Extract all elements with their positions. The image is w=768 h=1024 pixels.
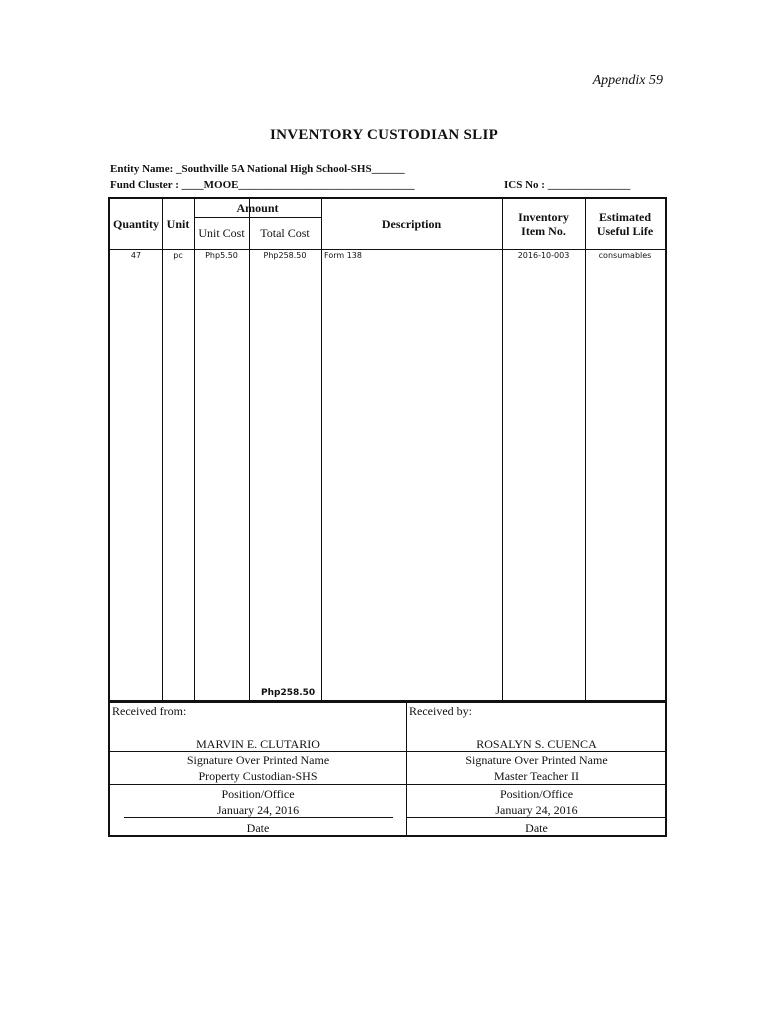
- header-description: Description: [381, 217, 442, 231]
- received-by-label: Received by:: [409, 704, 472, 718]
- appendix-label: Appendix 59: [592, 73, 663, 88]
- received-by-date: January 24, 2016: [495, 803, 578, 817]
- received-by-position-caption: Position/Office: [499, 787, 574, 801]
- header-total-cost: Total Cost: [260, 226, 310, 240]
- signature-line: [110, 751, 406, 752]
- cell-inventory-item-no: 2016-10-003: [517, 251, 570, 260]
- fund-cluster-label: Fund Cluster :: [110, 179, 179, 191]
- entity-name-value: _Southville 5A National High School-SHS______: [176, 163, 405, 175]
- items-table: [108, 197, 667, 702]
- header-useful-life-line1: Estimated: [599, 210, 651, 224]
- column-divider: [585, 199, 586, 700]
- signature-block: [108, 701, 667, 837]
- header-quantity: Quantity: [112, 217, 159, 231]
- column-divider: [162, 199, 163, 700]
- ics-number-value: _______________: [547, 179, 631, 191]
- header-divider: [110, 249, 665, 250]
- header-useful-life-line2: Useful Life: [596, 224, 654, 238]
- signature-line: [407, 751, 666, 752]
- cell-quantity: 47: [130, 251, 142, 260]
- cell-total-cost: Php258.50: [263, 251, 307, 260]
- received-from-label: Received from:: [112, 704, 187, 718]
- column-divider: [194, 199, 195, 700]
- header-amount: Amount: [236, 201, 279, 215]
- cell-description: Form 138: [324, 251, 362, 260]
- received-by-section: [406, 703, 666, 835]
- fund-cluster-value: ____MOOE________________________________: [181, 179, 415, 191]
- received-by-date-caption: Date: [525, 821, 548, 835]
- position-line: [407, 784, 666, 785]
- received-from-position-caption: Position/Office: [221, 787, 295, 801]
- header-unit: Unit: [166, 217, 190, 231]
- entity-name-line: [110, 163, 405, 175]
- column-divider: [321, 199, 322, 700]
- fund-cluster-line: [110, 179, 414, 191]
- ics-number-line: [504, 179, 630, 191]
- cell-useful-life: consumables: [598, 251, 652, 260]
- header-inventory-item-no-line1: Inventory: [518, 210, 569, 224]
- document-title: INVENTORY CUSTODIAN SLIP: [269, 127, 499, 143]
- date-line: [407, 817, 666, 818]
- entity-name-label: Entity Name:: [110, 163, 174, 175]
- received-by-position: Master Teacher II: [494, 769, 579, 783]
- header-inventory-item-no: [502, 199, 585, 249]
- column-divider: [502, 199, 503, 700]
- received-from-date: January 24, 2016: [216, 803, 300, 817]
- header-inventory-item-no-line2: Item No.: [521, 224, 566, 238]
- received-from-date-caption: Date: [246, 821, 270, 835]
- date-line: [124, 817, 393, 818]
- header-unit-cost: Unit Cost: [198, 226, 245, 240]
- received-from-section: [110, 703, 406, 835]
- received-from-name: MARVIN E. CLUTARIO: [196, 737, 320, 751]
- received-by-caption: Signature Over Printed Name: [465, 753, 608, 767]
- received-from-position: Property Custodian-SHS: [198, 769, 318, 783]
- cell-unit: pc: [173, 251, 183, 260]
- received-from-caption: Signature Over Printed Name: [186, 753, 330, 767]
- position-line: [110, 784, 406, 785]
- column-divider: [249, 199, 250, 700]
- cell-unit-cost: Php5.50: [205, 251, 238, 260]
- header-useful-life: [585, 199, 665, 249]
- total-amount: Php258.50: [261, 688, 316, 698]
- received-by-name: ROSALYN S. CUENCA: [476, 737, 597, 751]
- ics-number-label: ICS No :: [504, 179, 545, 191]
